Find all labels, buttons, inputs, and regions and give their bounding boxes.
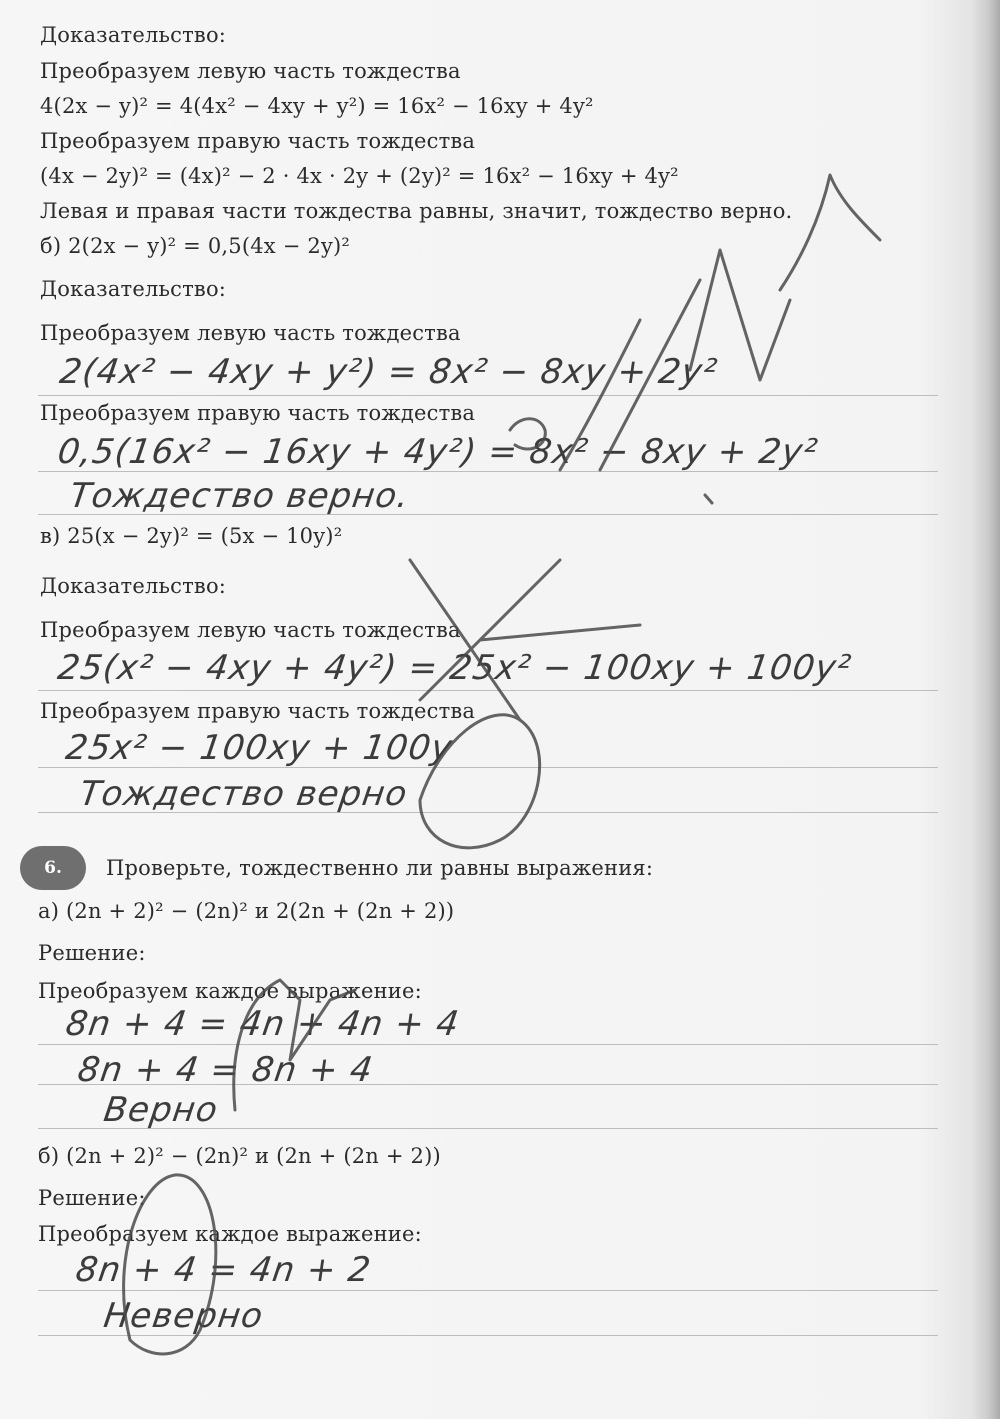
- handwritten-6a-line1: 8n + 4 = 4n + 4n + 4: [63, 1004, 463, 1044]
- writing-line: [38, 1044, 938, 1045]
- solution-heading-b: Решение:: [38, 1186, 146, 1210]
- equation-left-a: 4(2x − y)² = 4(4x² − 4xy + y²) = 16x² − 16xy + 4y²: [40, 94, 594, 118]
- handwritten-6b-line1: 8n + 4 = 4n + 2: [73, 1250, 374, 1290]
- handwritten-6a-verdict: Верно: [101, 1090, 221, 1130]
- task-v-statement: в) 25(x − 2y)² = (5x − 10y)²: [40, 524, 343, 548]
- task-6-prompt: Проверьте, тождественно ли равны выражения:: [106, 856, 654, 880]
- transform-right-heading-b: Преобразуем правую часть тождества: [40, 401, 476, 425]
- task-6a-statement: а) (2n + 2)² − (2n)² и 2(2n + (2n + 2)): [38, 899, 455, 923]
- task-b-statement: б) 2(2x − y)² = 0,5(4x − 2y)²: [40, 234, 351, 258]
- conclusion-a: Левая и правая части тождества равны, значит, тождество верно.: [40, 199, 793, 223]
- transform-each-heading-b: Преобразуем каждое выражение:: [38, 1222, 422, 1246]
- handwritten-right-b: 0,5(16x² − 16xy + 4y²) = 8x² − 8xy + 2y²: [55, 432, 821, 472]
- handwritten-6b-verdict: Неверно: [101, 1296, 266, 1336]
- handwritten-left-v: 25(x² − 4xy + 4y²) = 25x² − 100xy + 100y²: [55, 648, 854, 688]
- task-number-badge: 6.: [20, 846, 86, 890]
- transform-each-heading-a: Преобразуем каждое выражение:: [38, 979, 422, 1003]
- handwritten-conclusion-b: Тождество верно.: [67, 476, 412, 516]
- transform-left-heading-b: Преобразуем левую часть тождества: [40, 321, 461, 345]
- transform-right-heading-a: Преобразуем правую часть тождества: [40, 129, 476, 153]
- transform-right-heading-v: Преобразуем правую часть тождества: [40, 699, 476, 723]
- equation-right-a: (4x − 2y)² = (4x)² − 2 · 4x · 2y + (2y)² = 16x² − 16xy + 4y²: [40, 164, 679, 188]
- proof-heading-v: Доказательство:: [40, 574, 227, 598]
- handwritten-left-b: 2(4x² − 4xy + y²) = 8x² − 8xy + 2y²: [57, 352, 721, 392]
- writing-line: [38, 690, 938, 691]
- handwritten-conclusion-v: Тождество верно: [77, 774, 411, 814]
- proof-heading-b: Доказательство:: [40, 277, 227, 301]
- writing-line: [38, 1290, 938, 1291]
- solution-heading-a: Решение:: [38, 941, 146, 965]
- transform-left-heading-v: Преобразуем левую часть тождества: [40, 618, 461, 642]
- handwritten-6a-line2: 8n + 4 = 8n + 4: [75, 1050, 376, 1090]
- transform-left-heading-a: Преобразуем левую часть тождества: [40, 59, 461, 83]
- page-edge-shadow: [972, 0, 1000, 1419]
- handwritten-right-v: 25x² − 100xy + 100y: [63, 728, 456, 768]
- proof-heading-a: Доказательство:: [40, 23, 227, 47]
- task-6b-statement: б) (2n + 2)² − (2n)² и (2n + (2n + 2)): [38, 1144, 441, 1168]
- writing-line: [38, 395, 938, 396]
